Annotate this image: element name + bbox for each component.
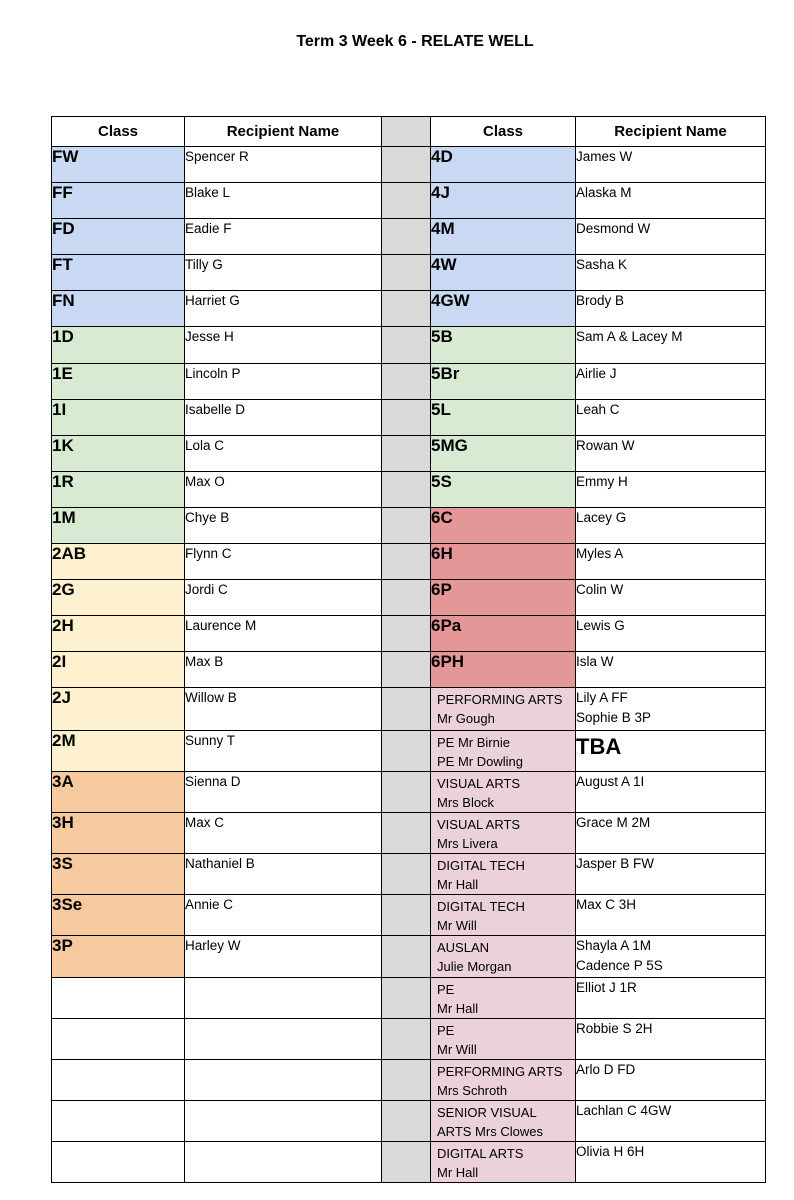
right-class-cell-line: ARTS Mrs Clowes — [437, 1124, 543, 1139]
gap-column-header — [382, 117, 431, 147]
left-class-cell: FF — [52, 183, 185, 219]
gap-cell — [382, 652, 431, 688]
gap-cell — [382, 400, 431, 436]
right-recipient-cell: Arlo D FD — [576, 1060, 766, 1101]
left-class-cell: 2AB — [52, 544, 185, 580]
right-recipient-cell: Brody B — [576, 291, 766, 327]
left-recipient-cell: Harley W — [185, 936, 382, 978]
gap-cell — [382, 978, 431, 1019]
gap-cell — [382, 1101, 431, 1142]
right-class-cell — [431, 854, 576, 895]
left-recipient-cell: Jordi C — [185, 580, 382, 616]
right-class-cell — [431, 936, 576, 978]
right-recipient-cell: Colin W — [576, 580, 766, 616]
table-row — [52, 895, 766, 936]
table-row — [52, 1060, 766, 1101]
right-class-cell-line: SENIOR VISUAL — [437, 1105, 537, 1120]
left-recipient-cell: Max C — [185, 813, 382, 854]
left-class-cell: 3Se — [52, 895, 185, 936]
left-recipient-cell: Chye B — [185, 508, 382, 544]
right-class-cell-line: Mrs Schroth — [437, 1083, 508, 1098]
left-recipient-cell: Harriet G — [185, 291, 382, 327]
right-class-cell-line: VISUAL ARTS — [437, 817, 521, 832]
table-row — [52, 731, 766, 772]
table-row — [52, 854, 766, 895]
table-header-row — [52, 117, 766, 147]
gap-cell — [382, 436, 431, 472]
right-recipient-cell: Grace M 2M — [576, 813, 766, 854]
left-recipient-cell: Jesse H — [185, 327, 382, 364]
right-class-cell — [431, 1019, 576, 1060]
right-recipient-cell: Alaska M — [576, 183, 766, 219]
right-recipient-cell: Lacey G — [576, 508, 766, 544]
left-class-cell: 2J — [52, 688, 185, 731]
right-class-cell: 6H — [431, 544, 576, 580]
left-recipient-header: Recipient Name — [185, 117, 382, 147]
left-class-cell: 3H — [52, 813, 185, 854]
gap-cell — [382, 1060, 431, 1101]
gap-cell — [382, 219, 431, 255]
left-class-cell: 1M — [52, 508, 185, 544]
right-class-cell-line: VISUAL ARTS — [437, 776, 521, 791]
right-class-cell — [431, 895, 576, 936]
left-class-cell — [52, 1101, 185, 1142]
left-class-cell: 2G — [52, 580, 185, 616]
right-class-cell — [431, 1060, 576, 1101]
right-class-cell: 6P — [431, 580, 576, 616]
left-class-cell: FT — [52, 255, 185, 291]
gap-cell — [382, 1019, 431, 1060]
table-row — [52, 652, 766, 688]
right-recipient-cell: James W — [576, 147, 766, 183]
table-row — [52, 327, 766, 364]
right-recipient-header: Recipient Name — [576, 117, 766, 147]
left-recipient-cell — [185, 1060, 382, 1101]
left-recipient-cell — [185, 1019, 382, 1060]
left-class-cell: 1R — [52, 472, 185, 508]
right-class-cell: 4M — [431, 219, 576, 255]
table-row — [52, 1101, 766, 1142]
left-class-cell: 3S — [52, 854, 185, 895]
gap-cell — [382, 472, 431, 508]
left-recipient-cell: Spencer R — [185, 147, 382, 183]
right-class-cell-line: Mr Hall — [437, 877, 479, 892]
left-recipient-cell — [185, 1101, 382, 1142]
right-recipient-cell-line: Shayla A 1M — [576, 938, 652, 953]
gap-cell — [382, 183, 431, 219]
gap-cell — [382, 854, 431, 895]
table-row — [52, 147, 766, 183]
table-row — [52, 255, 766, 291]
table-row — [52, 1019, 766, 1060]
left-recipient-cell: Tilly G — [185, 255, 382, 291]
gap-cell — [382, 291, 431, 327]
right-class-cell-line: PE Mr Birnie — [437, 735, 510, 750]
right-class-cell: 6PH — [431, 652, 576, 688]
table-row — [52, 544, 766, 580]
right-recipient-cell: Olivia H 6H — [576, 1142, 766, 1183]
table-row — [52, 508, 766, 544]
left-recipient-cell: Annie C — [185, 895, 382, 936]
table-row — [52, 1142, 766, 1183]
table-row — [52, 772, 766, 813]
right-class-cell-line: Mr Gough — [437, 711, 495, 726]
right-class-cell-line: DIGITAL ARTS — [437, 1146, 524, 1161]
right-class-cell — [431, 688, 576, 731]
gap-cell — [382, 616, 431, 652]
right-recipient-cell: Airlie J — [576, 364, 766, 400]
right-class-header: Class — [431, 117, 576, 147]
gap-cell — [382, 508, 431, 544]
table-row — [52, 616, 766, 652]
right-class-cell: 6Pa — [431, 616, 576, 652]
gap-cell — [382, 936, 431, 978]
right-recipient-cell: Max C 3H — [576, 895, 766, 936]
left-recipient-cell — [185, 1142, 382, 1183]
table-row — [52, 936, 766, 978]
left-class-cell: 1E — [52, 364, 185, 400]
table-row — [52, 291, 766, 327]
left-recipient-cell: Nathaniel B — [185, 854, 382, 895]
left-class-cell — [52, 1142, 185, 1183]
gap-cell — [382, 364, 431, 400]
right-class-cell: 4D — [431, 147, 576, 183]
left-recipient-cell: Willow B — [185, 688, 382, 731]
left-recipient-cell: Flynn C — [185, 544, 382, 580]
left-recipient-cell: Sienna D — [185, 772, 382, 813]
right-recipient-cell-line: Sophie B 3P — [576, 710, 652, 725]
table-row — [52, 688, 766, 731]
right-class-cell-line: PE Mr Dowling — [437, 754, 523, 769]
left-recipient-cell: Laurence M — [185, 616, 382, 652]
right-class-cell — [431, 772, 576, 813]
right-recipient-cell: Robbie S 2H — [576, 1019, 766, 1060]
left-class-cell: 2H — [52, 616, 185, 652]
right-class-cell — [431, 1101, 576, 1142]
right-class-cell — [431, 731, 576, 772]
recipient-table — [51, 116, 766, 1183]
gap-cell — [382, 580, 431, 616]
table-row — [52, 183, 766, 219]
left-recipient-cell: Lola C — [185, 436, 382, 472]
left-recipient-cell: Max O — [185, 472, 382, 508]
right-recipient-cell: Lewis G — [576, 616, 766, 652]
left-class-cell: 1D — [52, 327, 185, 364]
gap-cell — [382, 255, 431, 291]
right-class-cell: 4J — [431, 183, 576, 219]
gap-cell — [382, 772, 431, 813]
document-title: Term 3 Week 6 - RELATE WELL — [296, 33, 534, 50]
left-class-cell: 2M — [52, 731, 185, 772]
left-recipient-cell: Lincoln P — [185, 364, 382, 400]
table-row — [52, 400, 766, 436]
left-recipient-cell — [185, 978, 382, 1019]
right-class-cell-line: PERFORMING ARTS — [437, 692, 563, 707]
right-class-cell — [431, 813, 576, 854]
left-class-cell: 2I — [52, 652, 185, 688]
right-recipient-cell: Rowan W — [576, 436, 766, 472]
right-class-cell-line: Mrs Livera — [437, 836, 498, 851]
right-recipient-cell — [576, 936, 766, 978]
table-row — [52, 978, 766, 1019]
table-row — [52, 580, 766, 616]
right-recipient-cell: Isla W — [576, 652, 766, 688]
right-class-cell-line: Mrs Block — [437, 795, 495, 810]
table-row — [52, 436, 766, 472]
gap-cell — [382, 147, 431, 183]
right-class-cell: 5Br — [431, 364, 576, 400]
right-recipient-cell: Emmy H — [576, 472, 766, 508]
right-class-cell-line: Mr Hall — [437, 1001, 479, 1016]
left-class-cell — [52, 978, 185, 1019]
right-recipient-cell: August A 1I — [576, 772, 766, 813]
left-recipient-cell: Sunny T — [185, 731, 382, 772]
gap-cell — [382, 544, 431, 580]
gap-cell — [382, 688, 431, 731]
right-recipient-cell: Desmond W — [576, 219, 766, 255]
gap-cell — [382, 327, 431, 364]
right-class-cell: 5S — [431, 472, 576, 508]
right-class-cell-line: Mr Hall — [437, 1165, 479, 1180]
right-recipient-cell: Lachlan C 4GW — [576, 1101, 766, 1142]
table-row — [52, 472, 766, 508]
right-recipient-cell-line: Cadence P 5S — [576, 958, 663, 973]
right-class-cell-line: PE — [437, 1023, 455, 1038]
right-class-cell-line: PE — [437, 982, 455, 997]
left-recipient-cell: Eadie F — [185, 219, 382, 255]
left-recipient-cell: Isabelle D — [185, 400, 382, 436]
left-class-cell: 3P — [52, 936, 185, 978]
left-class-cell: 3A — [52, 772, 185, 813]
left-class-cell: FN — [52, 291, 185, 327]
right-class-cell-line: Mr Will — [437, 1042, 477, 1057]
right-class-cell: 5L — [431, 400, 576, 436]
left-class-cell: FD — [52, 219, 185, 255]
left-class-cell — [52, 1060, 185, 1101]
gap-cell — [382, 731, 431, 772]
left-class-cell: FW — [52, 147, 185, 183]
table-row — [52, 364, 766, 400]
left-class-cell: 1I — [52, 400, 185, 436]
right-class-cell-line: DIGITAL TECH — [437, 899, 525, 914]
right-recipient-cell: Jasper B FW — [576, 854, 766, 895]
right-class-cell: 4GW — [431, 291, 576, 327]
right-recipient-cell: TBA — [576, 731, 766, 772]
table-row — [52, 219, 766, 255]
right-class-cell-line: PERFORMING ARTS — [437, 1064, 563, 1079]
left-class-cell: 1K — [52, 436, 185, 472]
right-recipient-cell-line: Lily A FF — [576, 690, 628, 705]
right-class-cell-line: DIGITAL TECH — [437, 858, 525, 873]
left-class-header: Class — [52, 117, 185, 147]
table-body — [52, 147, 766, 1183]
gap-cell — [382, 1142, 431, 1183]
right-class-cell-line: Mr Will — [437, 918, 477, 933]
right-recipient-cell — [576, 688, 766, 731]
right-recipient-cell: Sam A & Lacey M — [576, 327, 766, 364]
gap-cell — [382, 813, 431, 854]
right-recipient-cell: Myles A — [576, 544, 766, 580]
right-class-cell: 5MG — [431, 436, 576, 472]
gap-cell — [382, 895, 431, 936]
left-recipient-cell: Blake L — [185, 183, 382, 219]
right-recipient-cell: Sasha K — [576, 255, 766, 291]
right-class-cell: 6C — [431, 508, 576, 544]
right-recipient-cell: Leah C — [576, 400, 766, 436]
right-class-cell-line: AUSLAN — [437, 940, 490, 955]
right-class-cell: 5B — [431, 327, 576, 364]
right-class-cell — [431, 978, 576, 1019]
left-class-cell — [52, 1019, 185, 1060]
right-class-cell — [431, 1142, 576, 1183]
left-recipient-cell: Max B — [185, 652, 382, 688]
right-class-cell-line: Julie Morgan — [437, 959, 512, 974]
table-row — [52, 813, 766, 854]
right-recipient-cell: Elliot J 1R — [576, 978, 766, 1019]
right-class-cell: 4W — [431, 255, 576, 291]
